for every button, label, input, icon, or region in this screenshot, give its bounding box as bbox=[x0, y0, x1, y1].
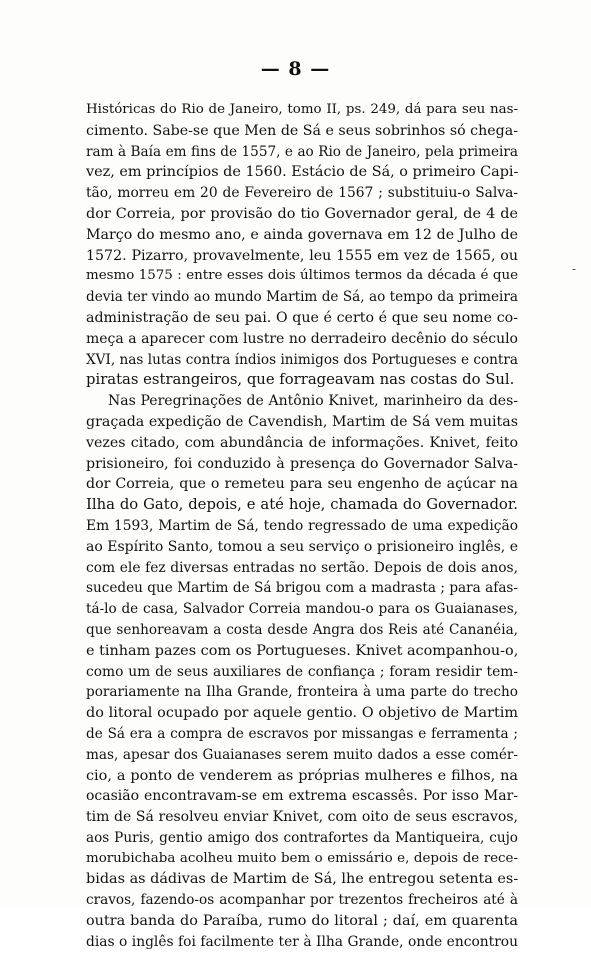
text-line: outra banda do Paraíba, rumo do litoral ; daí, em quarenta bbox=[86, 913, 518, 930]
text-line: ao Espírito Santo, tomou a seu serviço o prisioneiro inglês, e bbox=[86, 538, 518, 555]
text-line: tim de Sá resolveu enviar Knivet, com oito de seus escravos, bbox=[86, 809, 518, 826]
text-line: sucedeu que Martim de Sá brigou com a madrasta ; para afas- bbox=[86, 580, 518, 597]
text-line: vez, em princípios de 1560. Estácio de Sá, o primeiro Capi- bbox=[86, 164, 518, 181]
page-number: — 8 — bbox=[260, 58, 331, 80]
text-line: Em 1593, Martim de Sá, tendo regressado de uma expedição bbox=[86, 517, 518, 534]
text-line: cravos, fazendo-os acompanhar por trezentos frecheiros até à bbox=[86, 892, 518, 909]
text-line: cimento. Sabe-se que Men de Sá e seus sobrinhos só chega- bbox=[86, 122, 518, 139]
text-line: que senhoreavam a costa desde Angra dos Reis até Cananéia, bbox=[86, 621, 518, 638]
text-line: ocasião encontravam-se em extrema escassês. Por isso Mar- bbox=[86, 788, 518, 805]
text-line: tá-lo de casa, Salvador Correia mandou-o para os Guaianases, bbox=[86, 601, 518, 618]
text-line: morubichaba acolheu muito bem o emissário e, depois de rece- bbox=[86, 850, 518, 866]
text-line: mesmo 1575 : entre esses dois últimos termos da década é que bbox=[86, 268, 518, 284]
text-line: cio, a ponto de venderem as próprias mulheres e filhos, na bbox=[86, 767, 518, 784]
text-line: dor Correia, por provisão do tio Governador geral, de 4 de bbox=[86, 205, 518, 222]
body-text bbox=[86, 100, 518, 953]
text-line: piratas estrangeiros, que forrageavam nas costas do Sul. bbox=[86, 371, 515, 389]
text-line: como um de seus auxiliares de confiança ; foram residir tem- bbox=[86, 663, 518, 680]
text-line: e tinham pazes com os Portugueses. Knivet acompanhou-o, bbox=[86, 642, 518, 659]
text-line: XVI, nas lutas contra índios inimigos dos Portugueses e contra bbox=[86, 351, 518, 368]
text-line: bidas as dádivas de Martim de Sá, lhe entregou setenta es- bbox=[86, 871, 518, 888]
text-line: dor Correia, que o remeteu para seu engenho de açúcar na bbox=[86, 476, 518, 493]
text-line: administração de seu pai. O que é certo é que seu nome co- bbox=[86, 309, 518, 326]
text-line: do litoral ocupado por aquele gentio. O objetivo de Martim bbox=[86, 705, 518, 722]
text-line: aos Puris, gentio amigo dos contrafortes da Mantiqueira, cujo bbox=[86, 829, 518, 846]
text-line: Históricas do Rio de Janeiro, tomo II, ps. 249, dá para seu nas- bbox=[86, 102, 518, 117]
text-line: Março do mesmo ano, e ainda governava em 12 de Julho de bbox=[86, 226, 518, 243]
text-line: 1572. Pizarro, provavelmente, leu 1555 em vez de 1565, ou bbox=[86, 247, 518, 264]
text-line: graçada expedição de Cavendish, Martim de Sá vem muitas bbox=[86, 413, 518, 430]
text-line: Nas Peregrinações de Antônio Knivet, marinheiro da des- bbox=[108, 393, 518, 410]
text-line: Ilha do Gato, depois, e até hoje, chamada do Governador. bbox=[86, 496, 518, 514]
text-line: devia ter vindo ao mundo Martim de Sá, ao tempo da primeira bbox=[86, 289, 518, 306]
text-line: porariamente na Ilha Grande, fronteira à uma parte do trecho bbox=[86, 684, 518, 701]
text-line: de Sá era a compra de escravos por missangas e ferramenta ; bbox=[86, 725, 518, 742]
text-line: com ele fez diversas entradas no sertão. Depois de dois anos, bbox=[86, 559, 518, 576]
margin-mark: - bbox=[572, 262, 577, 276]
text-line: ram à Baía em fins de 1557, e ao Rio de Janeiro, pela primeira bbox=[86, 143, 518, 160]
text-line: mas, apesar dos Guaianases serem muito dados a esse comér- bbox=[86, 746, 518, 763]
text-line: vezes citado, com abundância de informações. Knivet, feito bbox=[86, 434, 518, 451]
text-line: prisioneiro, foi conduzido à presença do Governador Salva- bbox=[86, 455, 518, 472]
text-line: dias o inglês foi facilmente ter à Ilha Grande, onde encontrou bbox=[86, 933, 518, 950]
text-line: tão, morreu em 20 de Fevereiro de 1567 ; substituiu-o Salva- bbox=[86, 185, 518, 202]
text-line: meça a aparecer com lustre no derradeiro decênio do século bbox=[86, 330, 518, 347]
